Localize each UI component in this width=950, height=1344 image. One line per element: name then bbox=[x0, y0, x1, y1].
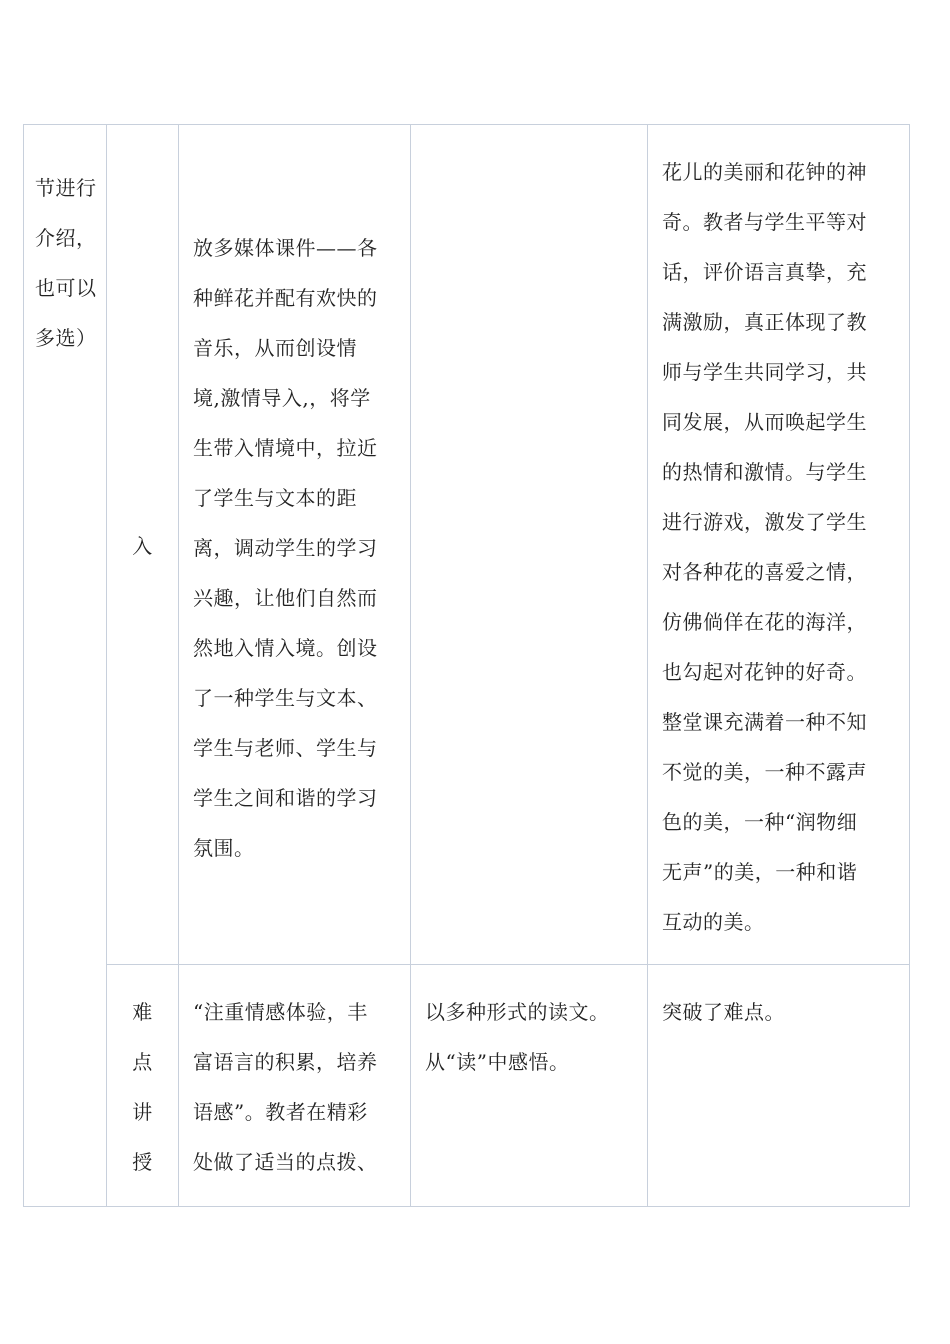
evaluation-text: 花儿的美丽和花钟的神 奇。教者与学生平等对 话，评价语言真挚，充 满激励，真正体现了教 师与学生共同学习，共 同发展，从而唤起学生 的热情和激情。与学生 进行游戏，激发了学生 对各种花的喜爱之情， 仿佛倘佯在花的海洋， 也勾起对花钟的好奇。 整堂课充满着一种不知 不觉的美，一种不露声 色的美，一种“润物细 无声”的美，一种和谐 互动的美。 bbox=[662, 160, 867, 934]
method-cell bbox=[411, 965, 648, 1207]
design-text: “注重情感体验，丰 富语言的积累，培养 语感”。教者在精彩 处做了适当的点拨、 bbox=[193, 1000, 378, 1174]
category-text: 节进行 介绍， 也可以 多选） bbox=[35, 176, 97, 350]
design-cell bbox=[179, 125, 411, 965]
stage-cell bbox=[107, 965, 179, 1207]
evaluation-text: 突破了难点。 bbox=[662, 1000, 785, 1024]
table-row bbox=[24, 965, 910, 1207]
stage-cell bbox=[107, 125, 179, 965]
stage-label: 难 点 讲 授 bbox=[132, 1000, 153, 1174]
table-row bbox=[24, 125, 910, 965]
stage-label: 入 bbox=[132, 534, 153, 558]
evaluation-cell bbox=[648, 965, 910, 1207]
method-text: 以多种形式的读文。 从“读”中感悟。 bbox=[425, 1000, 610, 1074]
lesson-evaluation-table bbox=[23, 124, 910, 1207]
category-cell bbox=[24, 125, 107, 1207]
method-cell bbox=[411, 125, 648, 965]
design-cell bbox=[179, 965, 411, 1207]
evaluation-cell bbox=[648, 125, 910, 965]
design-text: 放多媒体课件——各 种鲜花并配有欢快的 音乐，从而创设情 境,激情导入,，将学 生带入情境中，拉近 了学生与文本的距 离，调动学生的学习 兴趣，让他们自然而 然地入情入境。创设 了一种学生与文本、 学生与老师、学生与 学生之间和谐的学习 氛围。 bbox=[193, 236, 378, 860]
